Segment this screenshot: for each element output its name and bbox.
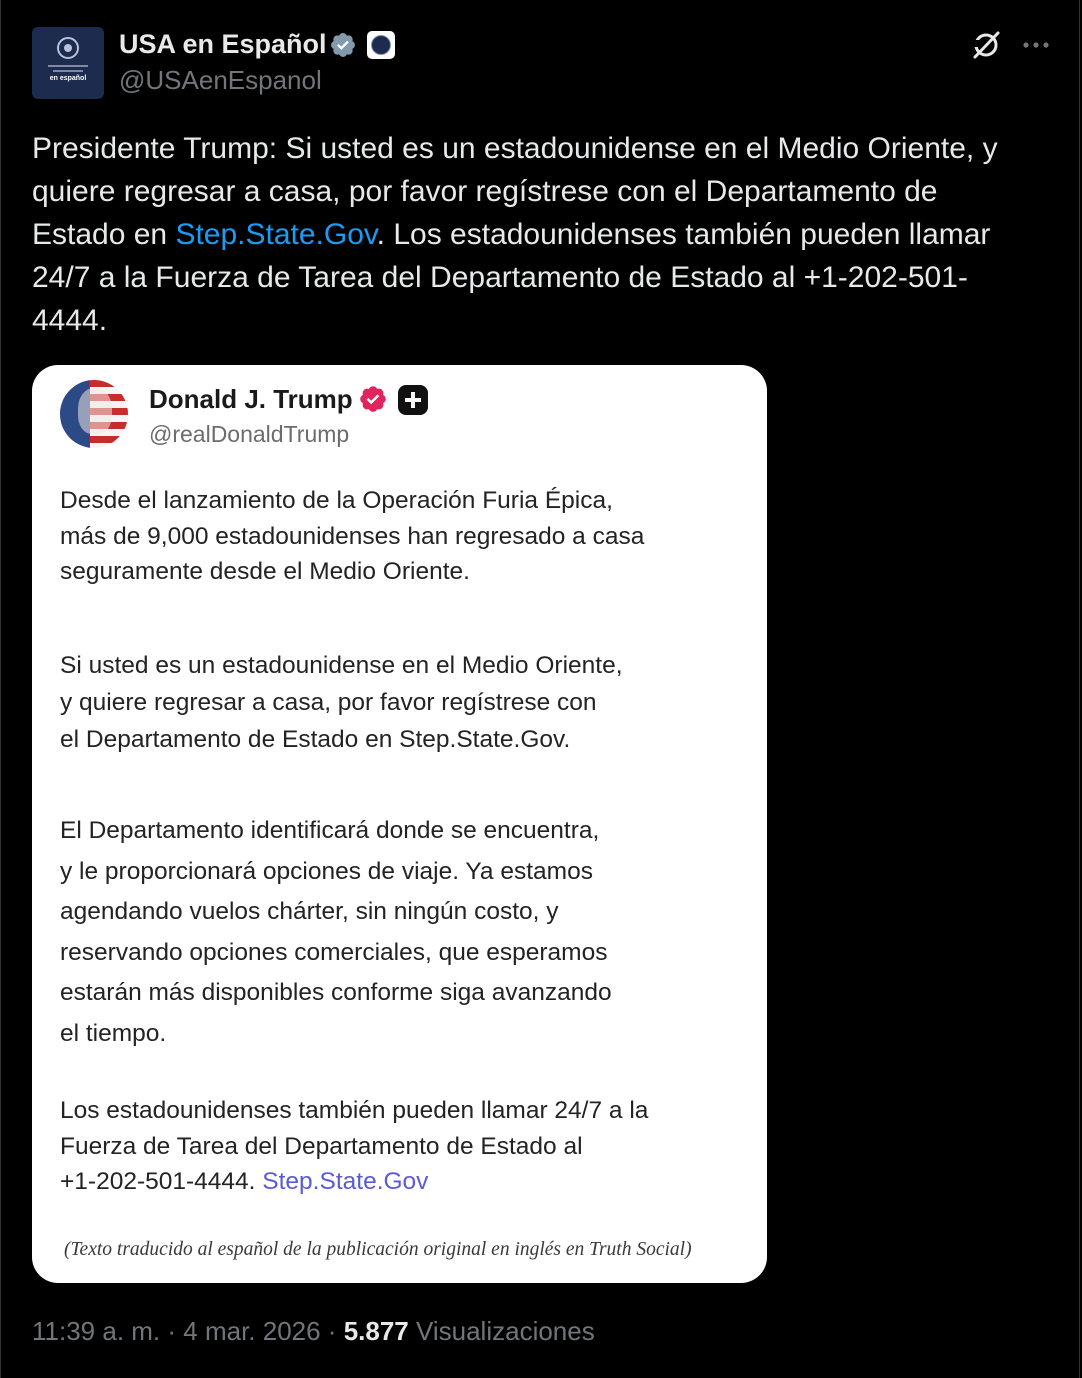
display-name[interactable]: USA en Español — [119, 29, 327, 59]
post-paragraph — [60, 483, 750, 590]
verified-badge-icon[interactable] — [329, 31, 357, 59]
post-phone-text: +1-202-501-4444. — [60, 1168, 263, 1195]
media-image[interactable] — [32, 365, 767, 1283]
post-line: reservando opciones comerciales, que esperamos — [60, 938, 608, 966]
avatar-divider — [53, 70, 83, 72]
post-line: estarán más disponibles conforme siga avanzando — [60, 979, 612, 1006]
tweet-text — [32, 127, 1052, 342]
post-line: Fuerza de Tarea del Departamento de Estado al — [60, 1132, 583, 1160]
verified-badge-icon — [358, 384, 388, 414]
grok-icon[interactable] — [969, 28, 1003, 62]
portrait-face — [78, 388, 112, 434]
post-paragraph — [60, 811, 750, 1054]
post-line: Desde el lanzamiento de la Operación Furia Épica, — [60, 487, 613, 514]
trump-avatar — [60, 380, 128, 448]
post-paragraph — [60, 647, 750, 758]
post-line: el tiempo. — [60, 1019, 167, 1047]
account-handle[interactable]: @USAenEspanol — [119, 65, 322, 95]
views-count[interactable]: 5.877 — [343, 1316, 409, 1346]
post-line: y quiere regresar a casa, por favor regístrese con — [60, 689, 597, 716]
post-author-handle: @realDonaldTrump — [149, 421, 350, 447]
tweet-text-line — [32, 213, 1052, 256]
tweet-text-segment: . Los estadounidenses también pueden llamar — [376, 218, 991, 251]
tweet-time[interactable]: 11:39 a. m. — [32, 1316, 161, 1346]
tweet-text-line: Presidente Trump: Si usted es un estadounidense en el Medio Oriente, y — [32, 132, 998, 165]
plus-badge-icon — [398, 385, 428, 415]
affiliate-badge[interactable] — [367, 31, 395, 59]
tweet-text-segment: Estado en — [32, 218, 176, 251]
state-department-seal-icon — [371, 35, 391, 55]
post-line: Los estadounidenses también pueden llamar 24/7 a la — [60, 1097, 649, 1124]
post-line: El Departamento identificará donde se encuentra, — [60, 817, 600, 844]
post-line — [60, 1164, 750, 1200]
post-line: seguramente desde el Medio Oriente. — [60, 558, 470, 585]
tweet-date[interactable]: 4 mar. 2026 — [183, 1316, 321, 1346]
post-line: agendando vuelos chárter, sin ningún costo, y — [60, 898, 559, 925]
post-line: Si usted es un estadounidense en el Medio Oriente, — [60, 652, 623, 679]
state-department-seal-icon — [57, 37, 79, 59]
account-avatar[interactable] — [32, 27, 104, 99]
more-icon[interactable] — [1019, 28, 1053, 62]
meta-separator: · — [320, 1316, 344, 1346]
tweet-text-line: 24/7 a la Fuerza de Tarea del Departamento de Estado al +1-202-501- — [32, 261, 968, 294]
post-line: más de 9,000 estadounidenses han regresado a casa — [60, 522, 645, 550]
avatar-label: en español — [49, 75, 87, 82]
views-label: Visualizaciones — [408, 1316, 595, 1346]
post-paragraph — [60, 1093, 750, 1200]
post-line: y le proporcionará opciones de viaje. Ya estamos — [60, 857, 593, 885]
post-line: el Departamento de Estado en Step.State.Gov. — [60, 726, 571, 753]
post-link-text: Step.State.Gov — [262, 1168, 429, 1195]
avatar-divider — [48, 65, 88, 67]
tweet-text-line: quiere regresar a casa, por favor regístrese con el Departamento de — [32, 175, 938, 208]
post-author-name: Donald J. Trump — [149, 384, 353, 414]
translation-footnote: (Texto traducido al español de la publicación original en inglés en Truth Social) — [64, 1239, 692, 1260]
meta-separator: · — [160, 1316, 184, 1346]
tweet-meta — [32, 1313, 595, 1349]
tweet-text-line: 4444. — [32, 304, 108, 337]
step-state-gov-link[interactable]: Step.State.Gov — [175, 218, 377, 251]
